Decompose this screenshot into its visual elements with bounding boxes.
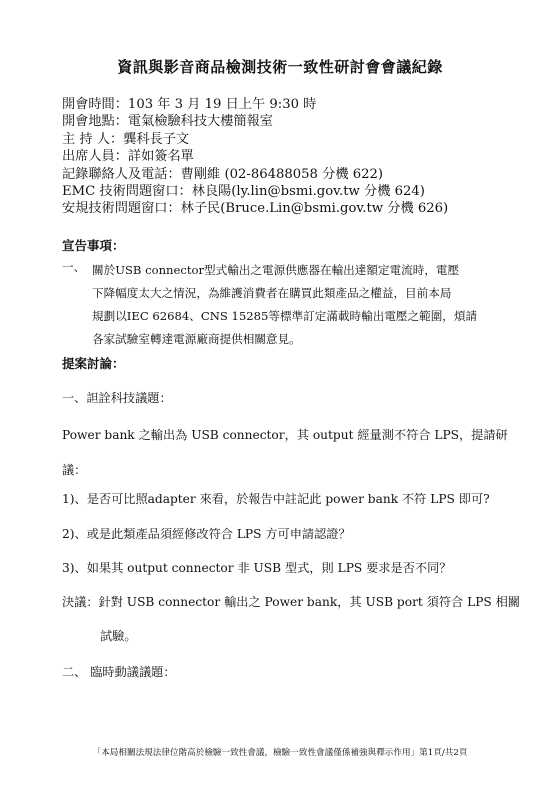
safety-contact: 安規技術問題窗口：林子民(Bruce.Lin@bsmi.gov.tw 分機 626) <box>62 201 449 217</box>
document-title: 資訊與影音商品檢測技術一致性研討會會議紀錄 <box>117 58 443 76</box>
question-line: 議： <box>62 463 87 477</box>
discussion-heading: 提案討論： <box>62 356 125 371</box>
section1-title: 一、詚詮科技議題： <box>62 391 172 405</box>
announcement-line: 關於USB connector型式輸出之電源供應器在輸出達額定電流時，電壓 <box>92 263 460 277</box>
question-2: 2)、或是此類產品須經修改符合 LPS 方可申請認證？ <box>62 527 351 541</box>
emc-contact: EMC 技術問題窗口：林良陽(ly.lin@bsmi.gov.tw 分機 624) <box>62 184 425 200</box>
announcement-number: 一、 <box>62 260 86 274</box>
meeting-attendees: 出席人員：詳如簽名單 <box>62 149 194 165</box>
resolution-line: 試驗。 <box>100 629 137 643</box>
meeting-recorder: 記錄聯絡人及電話：曹剛維 (02-86488058 分機 622) <box>62 166 384 182</box>
announcement-line: 各家試驗室轉達電源廠商提供相關意見。 <box>92 332 301 346</box>
meeting-place: 開會地點：電氣檢驗科技大樓簡報室 <box>62 114 273 130</box>
announcements-heading: 宣告事項： <box>62 238 125 253</box>
announcement-line: 規劃以IEC 62684、CNS 15285等標準訂定滿載時輸出電壓之範圍，煩請 <box>92 309 478 323</box>
question-1: 1)、是否可比照adapter 來看，於報告中註記此 power bank 不符 LPS 即可? <box>62 492 490 506</box>
question-line: Power bank 之輸出為 USB connector，其 output 經量測不符合 LPS，提請研 <box>62 428 508 442</box>
meeting-chair: 主 持 人：龔科長子文 <box>62 131 190 147</box>
question-3: 3)、如果其 output connector 非 USB 型式，則 LPS 要求是否不同？ <box>62 561 452 575</box>
meeting-info <box>62 96 532 218</box>
resolution-line: 決議：針對 USB connector 輸出之 Power bank，其 USB port 須符合 LPS 相關 <box>62 595 520 609</box>
announcement-line: 下降幅度太大之情況，為維護消費者在購買此類產品之權益，目前本局 <box>92 286 452 300</box>
section2-title: 二、 臨時動議議題： <box>62 665 176 679</box>
meeting-time: 開會時間：103 年 3 月 19 日上午 9:30 時 <box>62 97 317 112</box>
announcement-body <box>92 259 522 351</box>
page-footer: 「本局相關法規法律位階高於檢驗一致性會議，檢驗一致性會議僅係補強與釋示作用」第1頁/共2頁 <box>92 748 468 758</box>
